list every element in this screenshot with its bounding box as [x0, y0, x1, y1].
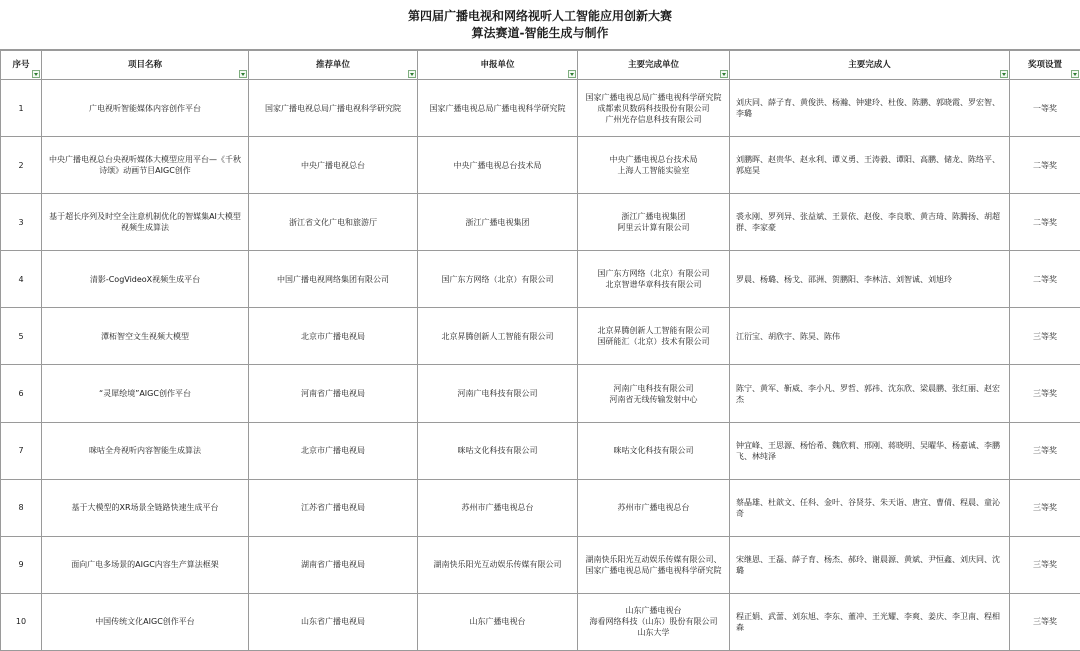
cell-completing-units[interactable]: [578, 194, 730, 251]
cell-completing-units[interactable]: [578, 593, 730, 650]
table-row: [1, 422, 1080, 479]
completing-unit-line: 浙江广播电视集团: [582, 211, 725, 222]
cell-applicant-unit[interactable]: 山东广播电视台: [418, 593, 578, 650]
cell-no[interactable]: 4: [1, 251, 42, 308]
completing-unit-line: 山东广播电视台: [582, 605, 725, 616]
cell-award[interactable]: 三等奖: [1010, 479, 1080, 536]
completing-unit-line: 上海人工智能实验室: [582, 165, 725, 176]
cell-completing-persons[interactable]: 裘永刚、罗列异、张益斌、王景依、赵俊、李良歌、黄吉琦、陈腾扬、胡超群、李家豪: [730, 194, 1010, 251]
completing-unit-line: 湖南快乐阳光互动娱乐传媒有限公司、: [582, 554, 725, 565]
filter-dropdown-icon[interactable]: [568, 70, 576, 78]
completing-unit-line: 阿里云计算有限公司: [582, 222, 725, 233]
cell-applicant-unit[interactable]: 北京昇腾创新人工智能有限公司: [418, 308, 578, 365]
cell-completing-persons[interactable]: 宋继恩、王磊、薛子育、杨杰、郝玲、谢晨源、黄斌、尹恒鑫、刘庆同、沈璐: [730, 536, 1010, 593]
cell-no[interactable]: 5: [1, 308, 42, 365]
sheet-subtitle: 算法赛道-智能生成与制作: [472, 25, 609, 42]
table-row: [1, 536, 1080, 593]
col-header-no[interactable]: 序号: [1, 51, 42, 80]
filter-dropdown-icon[interactable]: [1000, 70, 1008, 78]
cell-award[interactable]: 二等奖: [1010, 194, 1080, 251]
table-row: [1, 194, 1080, 251]
cell-completing-persons[interactable]: 刘鹏晖、赵贵华、赵永利、谭义勇、王涛毅、谭阳、高鹏、储龙、陈络平、郭庭昊: [730, 137, 1010, 194]
cell-project-name[interactable]: 中央广播电视总台央视听媒体大模型应用平台—《千秋诗颂》动画节目AIGC创作: [42, 137, 249, 194]
cell-applicant-unit[interactable]: 咪咕文化科技有限公司: [418, 422, 578, 479]
col-header-completing-persons[interactable]: 主要完成人: [730, 51, 1010, 80]
cell-project-name[interactable]: 潭柘智空文生视频大模型: [42, 308, 249, 365]
cell-project-name[interactable]: 广电视听智能媒体内容创作平台: [42, 80, 249, 137]
table-row: [1, 479, 1080, 536]
cell-completing-units[interactable]: [578, 308, 730, 365]
completing-unit-line: 国家广播电视总局广播电视科学研究院: [582, 565, 725, 576]
cell-completing-units[interactable]: [578, 422, 730, 479]
cell-applicant-unit[interactable]: 国家广播电视总局广播电视科学研究院: [418, 80, 578, 137]
cell-project-name[interactable]: 面向广电多场景的AIGC内容生产算法框架: [42, 536, 249, 593]
cell-completing-units[interactable]: [578, 536, 730, 593]
cell-completing-persons[interactable]: 江衍宝、胡欣宇、陈昊、陈伟: [730, 308, 1010, 365]
cell-award[interactable]: 三等奖: [1010, 593, 1080, 650]
completing-unit-line: 山东大学: [582, 627, 725, 638]
cell-award[interactable]: 三等奖: [1010, 422, 1080, 479]
cell-award[interactable]: 三等奖: [1010, 365, 1080, 422]
cell-applicant-unit[interactable]: 浙江广播电视集团: [418, 194, 578, 251]
cell-applicant-unit[interactable]: 国广东方网络（北京）有限公司: [418, 251, 578, 308]
table-row: [1, 365, 1080, 422]
cell-project-name[interactable]: 基于超长序列及时空全注意机制优化的智媒集AI大模型视频生成算法: [42, 194, 249, 251]
cell-applicant-unit[interactable]: 苏州市广播电视总台: [418, 479, 578, 536]
cell-recommending-unit[interactable]: 河南省广播电视局: [249, 365, 418, 422]
completing-unit-line: 广州光存信息科技有限公司: [582, 114, 725, 125]
completing-unit-line: 国家广播电视总局广播电视科学研究院: [582, 92, 725, 103]
cell-project-name[interactable]: 咪咕全舟视听内容智能生成算法: [42, 422, 249, 479]
cell-recommending-unit[interactable]: 湖南省广播电视局: [249, 536, 418, 593]
cell-project-name[interactable]: 清影-CogVideoX视频生成平台: [42, 251, 249, 308]
completing-unit-line: 苏州市广播电视总台: [582, 502, 725, 513]
cell-no[interactable]: 10: [1, 593, 42, 650]
cell-applicant-unit[interactable]: 湖南快乐阳光互动娱乐传媒有限公司: [418, 536, 578, 593]
cell-award[interactable]: 二等奖: [1010, 137, 1080, 194]
filter-dropdown-icon[interactable]: [720, 70, 728, 78]
cell-completing-persons[interactable]: 钟宜峰、王思源、杨怡希、魏欣莉、邢刚、蒋晓明、吴曜华、杨嘉诚、李鹏飞、林纯泽: [730, 422, 1010, 479]
completing-unit-line: 咪咕文化科技有限公司: [582, 445, 725, 456]
cell-no[interactable]: 8: [1, 479, 42, 536]
cell-applicant-unit[interactable]: 中央广播电视总台技术局: [418, 137, 578, 194]
table-row: [1, 137, 1080, 194]
completing-unit-line: 中央广播电视总台技术局: [582, 154, 725, 165]
col-header-completing-units[interactable]: 主要完成单位: [578, 51, 730, 80]
sheet-title: 第四届广播电视和网络视听人工智能应用创新大赛: [408, 8, 672, 25]
cell-completing-persons[interactable]: 刘庆同、薛子育、黄俊洪、杨瀚、钟建玲、杜俊、陈鹏、郭晓霞、罗宏智、李璐: [730, 80, 1010, 137]
cell-no[interactable]: 7: [1, 422, 42, 479]
cell-project-name[interactable]: 中国传统文化AIGC创作平台: [42, 593, 249, 650]
cell-completing-units[interactable]: [578, 251, 730, 308]
table-row: [1, 593, 1080, 650]
cell-award[interactable]: 一等奖: [1010, 80, 1080, 137]
cell-no[interactable]: 1: [1, 80, 42, 137]
col-header-applicant-unit[interactable]: 申报单位: [418, 51, 578, 80]
completing-unit-line: 北京智谱华章科技有限公司: [582, 279, 725, 290]
cell-project-name[interactable]: “灵犀绘境”AIGC创作平台: [42, 365, 249, 422]
cell-recommending-unit[interactable]: 山东省广播电视局: [249, 593, 418, 650]
cell-recommending-unit[interactable]: 北京市广播电视局: [249, 422, 418, 479]
cell-completing-persons[interactable]: 程正娟、武蕾、刘东旭、李东、董冲、王光耀、李爽、姜庆、李卫南、程相森: [730, 593, 1010, 650]
cell-recommending-unit[interactable]: 北京市广播电视局: [249, 308, 418, 365]
filter-dropdown-icon[interactable]: [32, 70, 40, 78]
header-row: [1, 51, 1080, 80]
cell-applicant-unit[interactable]: 河南广电科技有限公司: [418, 365, 578, 422]
cell-no[interactable]: 9: [1, 536, 42, 593]
completing-unit-line: 河南广电科技有限公司: [582, 383, 725, 394]
sheet-title-block: [0, 0, 1080, 50]
cell-completing-units[interactable]: [578, 479, 730, 536]
completing-unit-line: 国广东方网络（北京）有限公司: [582, 268, 725, 279]
cell-completing-persons[interactable]: 蔡晶雄、杜歆文、任科、金叶、谷贤芬、朱天诣、唐宜、曹倩、程晨、童沁奇: [730, 479, 1010, 536]
cell-award[interactable]: 三等奖: [1010, 308, 1080, 365]
col-header-recommending-unit[interactable]: 推荐单位: [249, 51, 418, 80]
cell-award[interactable]: 三等奖: [1010, 536, 1080, 593]
completing-unit-line: 海看网络科技（山东）股份有限公司: [582, 616, 725, 627]
cell-completing-units[interactable]: [578, 80, 730, 137]
filter-dropdown-icon[interactable]: [239, 70, 247, 78]
cell-completing-units[interactable]: [578, 365, 730, 422]
filter-dropdown-icon[interactable]: [1071, 70, 1079, 78]
cell-recommending-unit[interactable]: 国家广播电视总局广播电视科学研究院: [249, 80, 418, 137]
cell-recommending-unit[interactable]: 浙江省文化广电和旅游厅: [249, 194, 418, 251]
cell-completing-persons[interactable]: 陈宁、黄军、靳威、李小凡、罗哲、郭祎、沈东欣、梁晨鹏、张红丽、赵宏杰: [730, 365, 1010, 422]
cell-award[interactable]: 二等奖: [1010, 251, 1080, 308]
cell-recommending-unit[interactable]: 江苏省广播电视局: [249, 479, 418, 536]
cell-completing-units[interactable]: [578, 137, 730, 194]
cell-no[interactable]: 2: [1, 137, 42, 194]
cell-no[interactable]: 6: [1, 365, 42, 422]
cell-recommending-unit[interactable]: 中国广播电视网络集团有限公司: [249, 251, 418, 308]
table-row: [1, 251, 1080, 308]
cell-completing-persons[interactable]: 罗晨、杨璐、杨戈、邵洲、贺鹏阳、李林洁、刘智诚、刘旭玲: [730, 251, 1010, 308]
completing-unit-line: 国研能汇（北京）技术有限公司: [582, 336, 725, 347]
col-header-award[interactable]: 奖项设置: [1010, 51, 1080, 80]
filter-dropdown-icon[interactable]: [408, 70, 416, 78]
table-row: [1, 308, 1080, 365]
completing-unit-line: 河南省无线传输发射中心: [582, 394, 725, 405]
completing-unit-line: 北京昇腾创新人工智能有限公司: [582, 325, 725, 336]
col-header-project-name[interactable]: 项目名称: [42, 51, 249, 80]
awards-table: [0, 50, 1080, 651]
cell-no[interactable]: 3: [1, 194, 42, 251]
cell-recommending-unit[interactable]: 中央广播电视总台: [249, 137, 418, 194]
table-row: [1, 80, 1080, 137]
completing-unit-line: 成都索贝数码科技股份有限公司: [582, 103, 725, 114]
cell-project-name[interactable]: 基于大模型的XR场景全链路快速生成平台: [42, 479, 249, 536]
